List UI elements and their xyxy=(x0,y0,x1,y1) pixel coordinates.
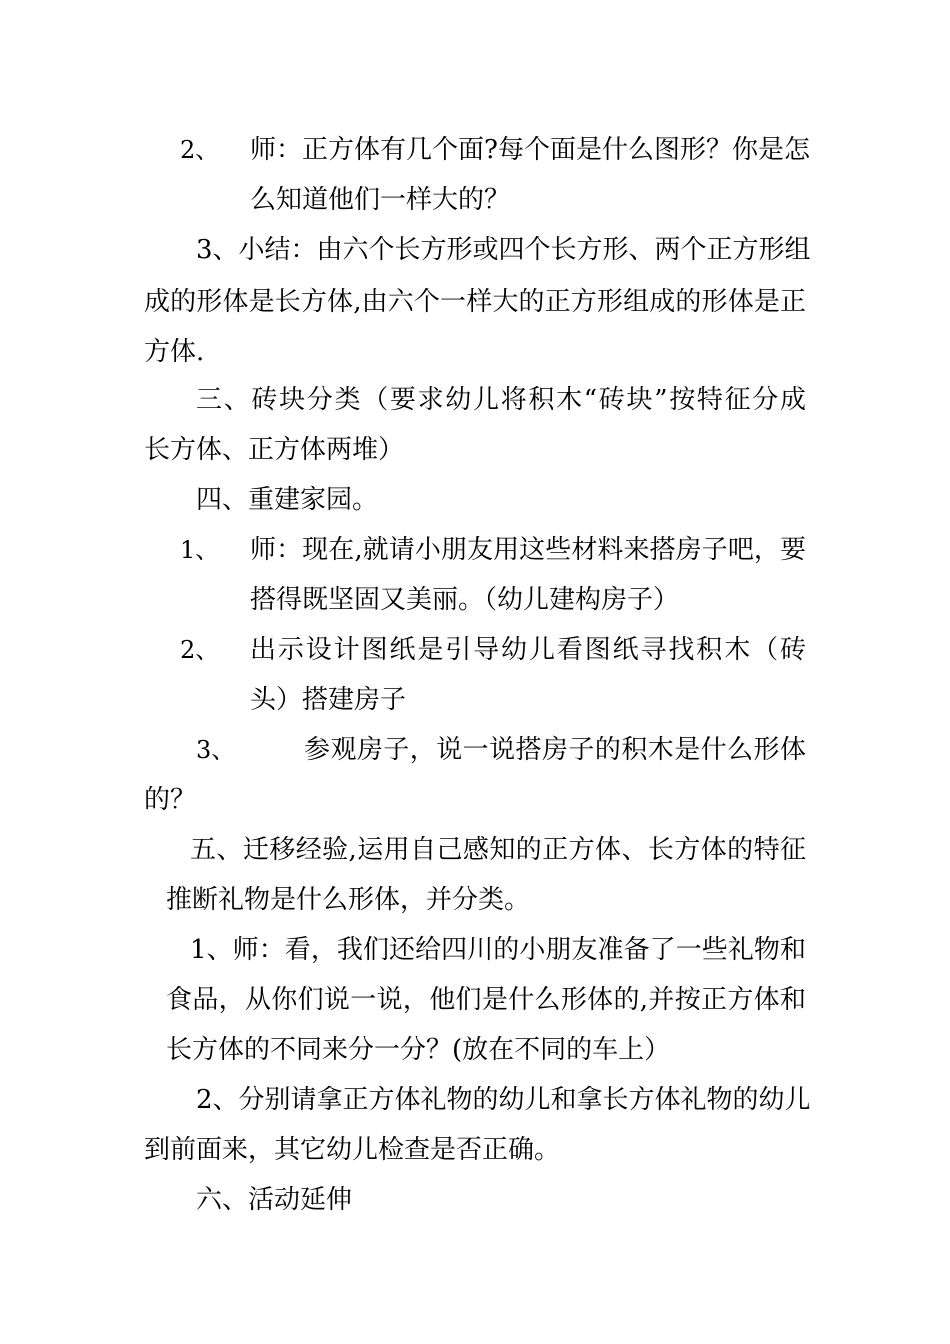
text-line: 方体. xyxy=(144,337,205,367)
section-heading: 三、砖块分类（要求幼儿将积木“砖块”按特征分成 xyxy=(196,385,806,415)
text-line: 推断礼物是什么形体，并分类。 xyxy=(166,885,531,915)
text-line: 师：正方体有几个面?每个面是什么图形？你是怎 xyxy=(250,135,810,165)
text-line: 出示设计图纸是引导幼儿看图纸寻找积木（砖 xyxy=(250,635,806,665)
section-heading: 四、重建家园。 xyxy=(196,485,379,515)
text-line: 到前面来，其它幼儿检查是否正确。 xyxy=(144,1135,561,1165)
text-line: 师：现在,就请小朋友用这些材料来搭房子吧，要 xyxy=(250,535,806,565)
section-heading: 五、迁移经验,运用自己感知的正方体、长方体的特征 xyxy=(190,835,806,865)
list-number: 2、 xyxy=(180,136,220,164)
text-line: 搭得既坚固又美丽。（幼儿建构房子） xyxy=(250,585,680,615)
text-line: 1、师：看，我们还给四川的小朋友准备了一些礼物和 xyxy=(190,935,806,965)
text-line: 2、分别请拿正方体礼物的幼儿和拿长方体礼物的幼儿 xyxy=(196,1085,811,1115)
text-line: 参观房子，说一说搭房子的积木是什么形体 xyxy=(304,735,806,765)
text-line: 长方体、正方体两堆） xyxy=(144,435,405,465)
text-line: 的？ xyxy=(144,785,197,815)
list-number: 1、 xyxy=(180,536,220,564)
text-line: 3、小结：由六个长方形或四个长方形、两个正方形组 xyxy=(196,235,811,265)
text-line: 食品，从你们说一说，他们是什么形体的,并按正方体和 xyxy=(166,985,806,1015)
text-line: 成的形体是长方体,由六个一样大的正方形组成的形体是正 xyxy=(144,287,806,317)
text-line: 么知道他们一样大的？ xyxy=(250,185,511,215)
text-line: 头）搭建房子 xyxy=(250,685,407,715)
list-number: 3、 xyxy=(196,736,236,764)
section-heading: 六、活动延伸 xyxy=(196,1185,353,1215)
list-number: 2、 xyxy=(180,636,220,664)
text-line: 长方体的不同来分一分？(放在不同的车上） xyxy=(166,1035,671,1065)
